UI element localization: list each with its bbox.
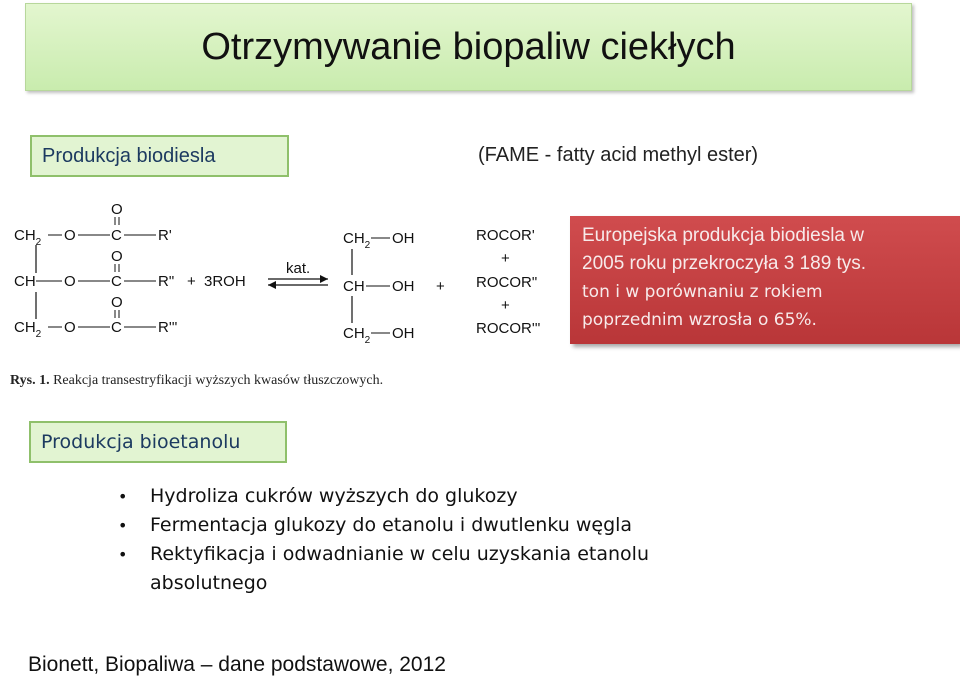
svg-text:C: C (111, 227, 122, 244)
catalyst-label: kat. (286, 260, 311, 277)
methanol-reagent: 3ROH (204, 273, 246, 290)
page-title: Otrzymywanie biopaliw ciekłych (201, 25, 736, 68)
glycerol (343, 230, 415, 346)
equilibrium-arrow (268, 260, 328, 289)
svg-text:ROCOR''': ROCOR''' (476, 320, 541, 337)
biodiesel-label-text: Produkcja biodiesla (42, 144, 216, 167)
svg-text:R''': R''' (158, 319, 178, 336)
svg-text:CH2: $CH_2$ (343, 325, 371, 346)
svg-text:ROCOR': ROCOR' (476, 227, 535, 244)
bullet-icon: • (118, 487, 128, 506)
svg-text:CH2: $CH_2$ (343, 230, 371, 251)
svg-text:CH: CH (343, 278, 365, 295)
ch-middle: CH (14, 273, 36, 290)
svg-text:O: O (64, 227, 76, 244)
ch2-bottom: $CH_2$ (14, 319, 42, 340)
source-footer: Bionett, Biopaliwa – dane podstawowe, 2012 (28, 653, 446, 676)
svg-text:OH: OH (392, 325, 415, 342)
bullet-icon: • (118, 516, 128, 535)
svg-text:+: + (501, 297, 510, 314)
caption-text: Reakcja transestryfikacji wyższych kwasów tłuszczowych. (53, 373, 384, 388)
list-item: • Hydroliza cukrów wyższych do glukozy (118, 482, 649, 511)
svg-text:OH: OH (392, 278, 415, 295)
caption-prefix: Rys. 1. (10, 373, 50, 388)
svg-text:R": R" (158, 273, 175, 290)
info-line: poprzednim wzrosła o 65%. (582, 310, 817, 330)
bullet-icon: • (118, 545, 128, 564)
list-item: • Rektyfikacja i odwadnianie w celu uzyskania etanolu (118, 540, 649, 569)
svg-text:O: O (64, 273, 76, 290)
fame-definition: (FAME - fatty acid methyl ester) (478, 144, 759, 166)
ch2-top: $CH_2$ (14, 227, 42, 248)
svg-text:O: O (64, 319, 76, 336)
plus-2: + (436, 278, 445, 295)
svg-text:OH: OH (392, 230, 415, 247)
svg-text:ROCOR": ROCOR" (476, 274, 538, 291)
plus-1: + (187, 273, 196, 290)
info-line: 2005 roku przekroczyła 3 189 tys. (582, 253, 867, 274)
svg-text:O: O (111, 201, 123, 218)
bioethanol-steps-list (118, 482, 649, 598)
triglyceride (14, 201, 178, 340)
bioethanol-label-text: Produkcja bioetanolu (41, 431, 241, 453)
bioethanol-section-label (29, 421, 287, 463)
svg-text:C: C (111, 319, 122, 336)
svg-text:+: + (501, 250, 510, 267)
list-item: • Fermentacja glukozy do etanolu i dwutlenku węgla (118, 511, 649, 540)
list-item-continuation: absolutnego (150, 572, 268, 594)
methyl-esters (476, 227, 541, 337)
svg-text:C: C (111, 273, 122, 290)
transesterification-reaction (6, 195, 556, 355)
figure-caption (10, 373, 383, 389)
title-banner (25, 3, 912, 91)
info-line: ton i w porównaniu z rokiem (582, 282, 823, 302)
svg-text:O: O (111, 294, 123, 311)
svg-text:R': R' (158, 227, 172, 244)
biodiesel-production-info (570, 216, 960, 344)
biodiesel-section-label (30, 135, 289, 177)
svg-text:O: O (111, 248, 123, 265)
info-line: Europejska produkcja biodiesla w (582, 225, 864, 246)
